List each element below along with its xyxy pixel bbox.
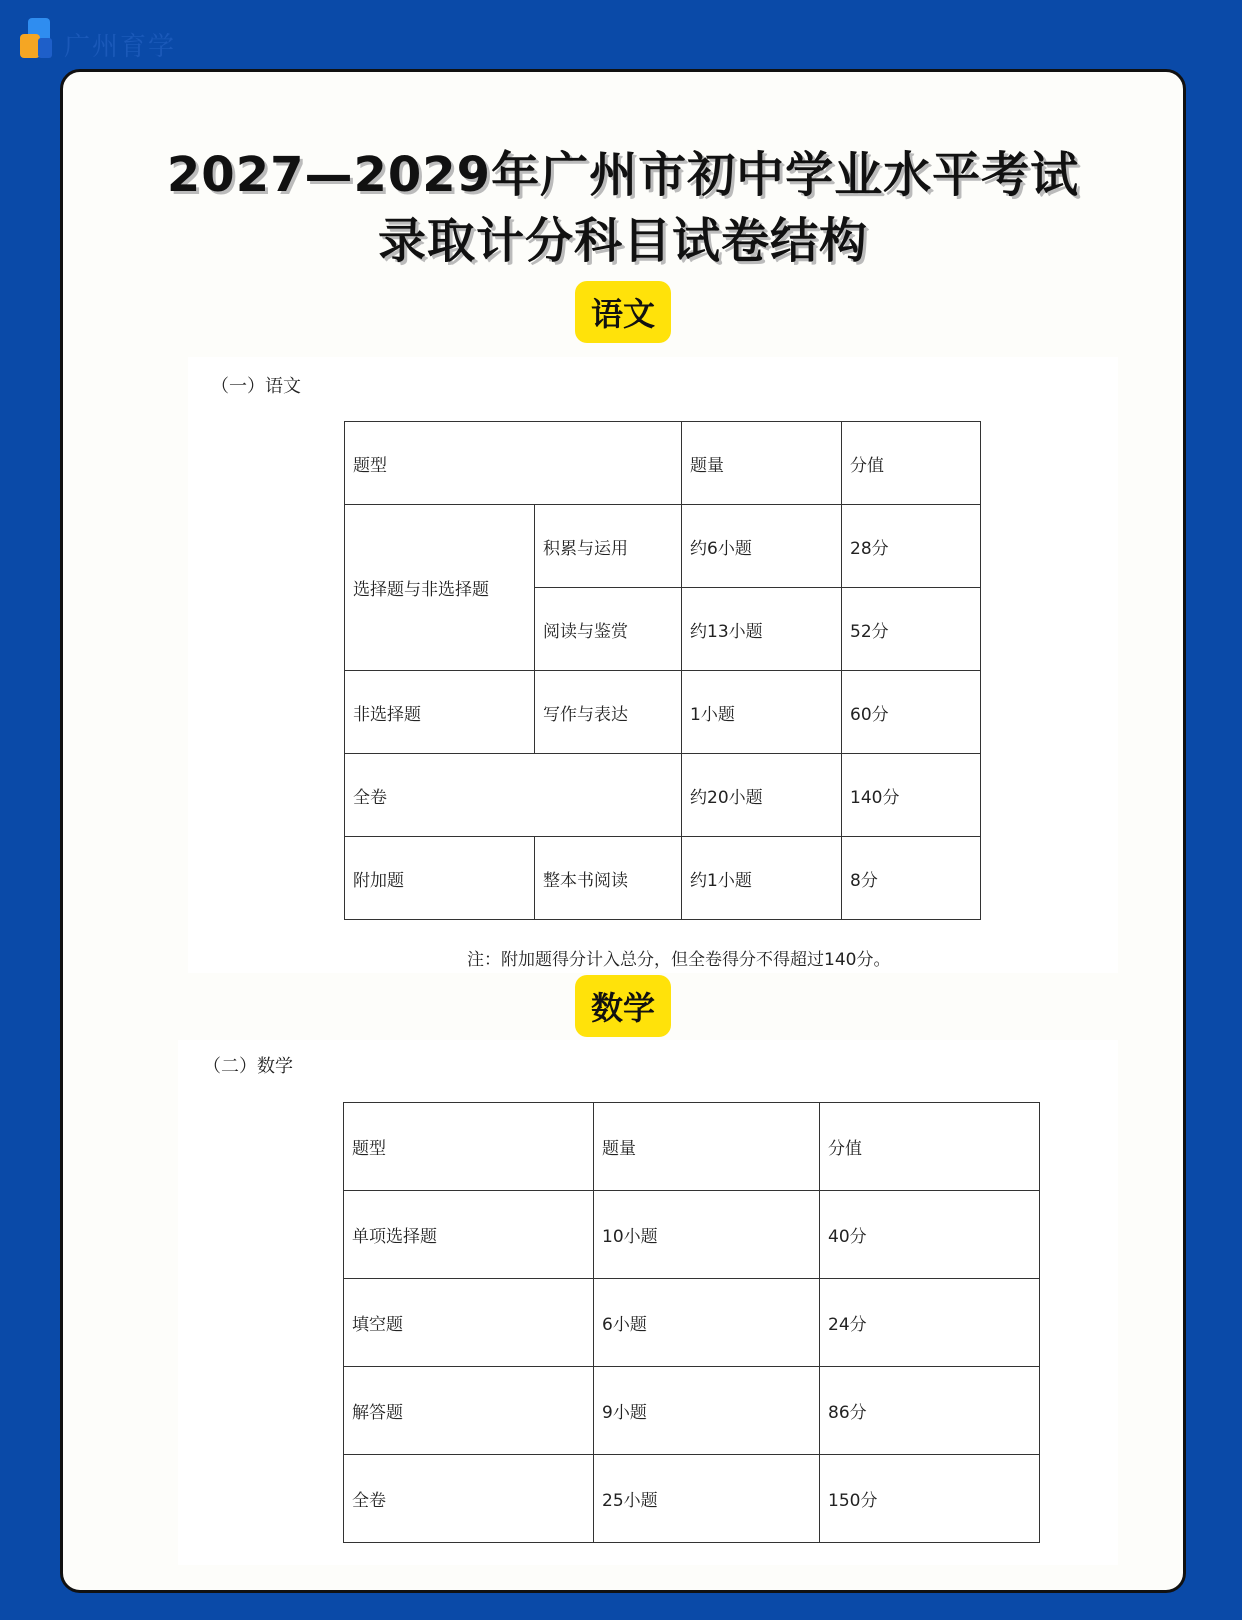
page-title-line1: 2027—2029年广州市初中学业水平考试 (166, 147, 1080, 203)
table-row (345, 837, 981, 920)
table-row (345, 671, 981, 754)
table-cell: 140分 (842, 754, 981, 837)
table-cell: 25小题 (594, 1455, 820, 1543)
table-cell: 52分 (842, 588, 981, 671)
table-cell: 40分 (820, 1191, 1040, 1279)
table-cell: 解答题 (344, 1367, 594, 1455)
table-cell: 86分 (820, 1367, 1040, 1455)
page-title-line2: 录取计分科目试卷结构 (377, 213, 868, 269)
header-cell: 题量 (682, 422, 842, 505)
logo-brand-text: 广州育学 (64, 32, 177, 62)
chinese-badge: 语文 (575, 281, 671, 343)
math-section-label: （二）数学 (203, 1056, 293, 1077)
table-header-row (345, 422, 981, 505)
table-cell: 约1小题 (682, 837, 842, 920)
table-cell: 阅读与鉴赏 (535, 588, 682, 671)
table-cell: 1小题 (682, 671, 842, 754)
table-cell: 写作与表达 (535, 671, 682, 754)
table-cell: 积累与运用 (535, 505, 682, 588)
table-row (345, 505, 981, 588)
table-row (344, 1279, 1040, 1367)
table-cell: 10小题 (594, 1191, 820, 1279)
table-cell: 约13小题 (682, 588, 842, 671)
chinese-section-label: （一）语文 (211, 376, 301, 397)
table-cell: 约6小题 (682, 505, 842, 588)
table-cell: 60分 (842, 671, 981, 754)
table-row (344, 1191, 1040, 1279)
table-cell: 24分 (820, 1279, 1040, 1367)
header-cell: 分值 (842, 422, 981, 505)
math-table (343, 1102, 1040, 1543)
content-card (60, 69, 1186, 1593)
table-cell: 6小题 (594, 1279, 820, 1367)
table-cell: 整本书阅读 (535, 837, 682, 920)
chinese-table (344, 421, 981, 920)
brand-logo (20, 16, 200, 62)
table-cell: 8分 (842, 837, 981, 920)
math-badge: 数学 (575, 975, 671, 1037)
table-cell: 150分 (820, 1455, 1040, 1543)
table-row (344, 1367, 1040, 1455)
header-cell: 题型 (344, 1103, 594, 1191)
table-cell: 非选择题 (345, 671, 535, 754)
table-cell: 约20小题 (682, 754, 842, 837)
table-cell: 28分 (842, 505, 981, 588)
header-cell: 分值 (820, 1103, 1040, 1191)
table-cell: 选择题与非选择题 (345, 505, 535, 671)
header-cell: 题型 (345, 422, 682, 505)
logo-mark-orange (20, 34, 40, 58)
table-header-row (344, 1103, 1040, 1191)
table-cell: 全卷 (344, 1455, 594, 1543)
table-row (345, 754, 981, 837)
chinese-note: 注：附加题得分计入总分，但全卷得分不得超过140分。 (467, 950, 891, 970)
table-cell: 单项选择题 (344, 1191, 594, 1279)
table-row (344, 1455, 1040, 1543)
logo-mark-dark (38, 38, 52, 58)
table-cell: 全卷 (345, 754, 682, 837)
table-cell: 附加题 (345, 837, 535, 920)
header-cell: 题量 (594, 1103, 820, 1191)
table-cell: 9小题 (594, 1367, 820, 1455)
table-cell: 填空题 (344, 1279, 594, 1367)
